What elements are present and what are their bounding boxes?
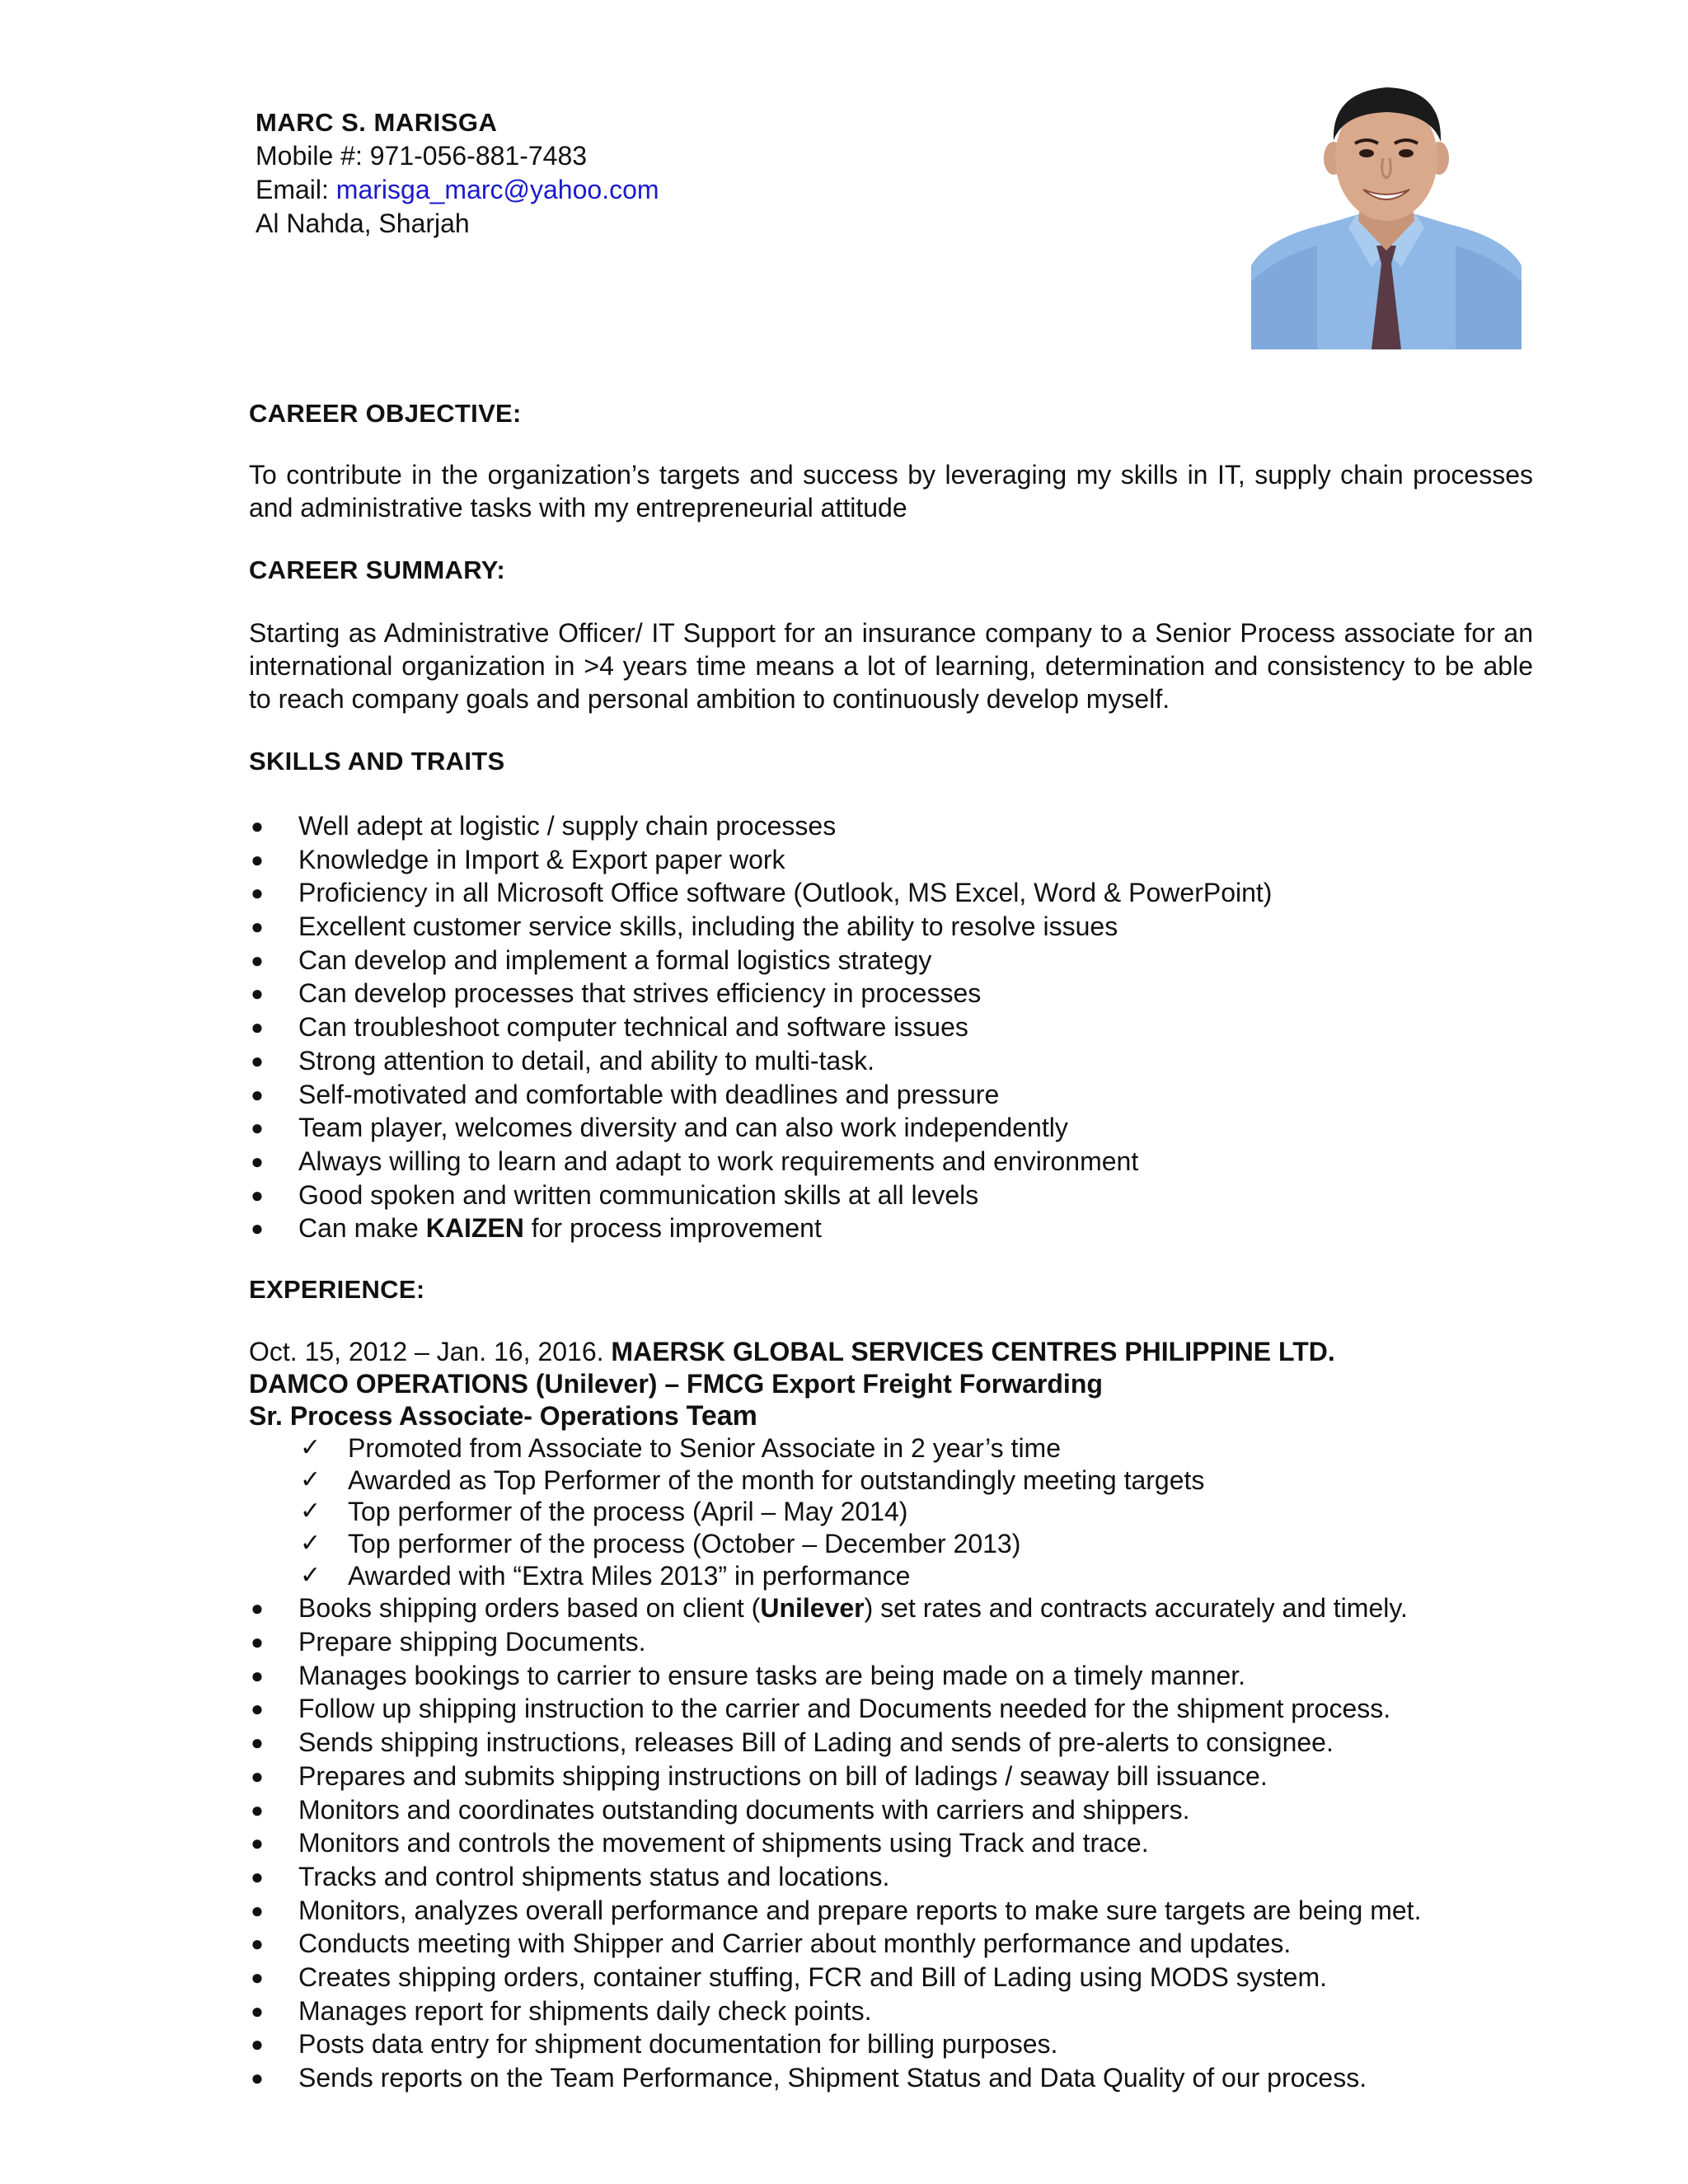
bullet-icon: ● — [251, 1763, 264, 1788]
bullet-icon: ● — [251, 1115, 264, 1141]
bullet-icon: ● — [251, 1897, 264, 1923]
role-title: Sr. Process Associate- Operations Team — [249, 1399, 757, 1432]
email-line — [256, 173, 659, 207]
profile-photo — [1251, 76, 1522, 349]
list-item: ● Can develop and implement a formal logistics strategy — [249, 944, 1533, 977]
role-team: Team — [686, 1399, 757, 1432]
bullet-icon: ● — [251, 1081, 264, 1107]
experience-dates: Oct. 15, 2012 – Jan. 16, 2016. — [249, 1336, 612, 1366]
bullet-icon: ● — [251, 1596, 264, 1621]
list-item: ● Manages report for shipments daily check points. — [249, 1994, 1533, 2028]
list-item: ● Follow up shipping instruction to the carrier and Documents needed for the shipment process. — [249, 1692, 1533, 1726]
kaizen-emphasis: KAIZEN — [425, 1213, 524, 1244]
bullet-icon: ● — [251, 914, 264, 940]
bullet-icon: ● — [251, 1182, 264, 1207]
list-item: ● Strong attention to detail, and ability to multi-task. — [249, 1044, 1533, 1078]
list-item: ✓ Awarded with “Extra Miles 2013” in performance — [300, 1560, 911, 1591]
bullet-icon: ● — [251, 1830, 264, 1856]
location: Al Nahda, Sharjah — [256, 209, 470, 238]
list-item: ● Manages bookings to carrier to ensure tasks are being made on a timely manner. — [249, 1659, 1533, 1693]
list-item: ● Monitors and coordinates outstanding documents with carriers and shippers. — [249, 1793, 1533, 1827]
candidate-name: MARC S. MARISGA — [256, 108, 498, 137]
skills-list — [249, 809, 1533, 1245]
achievements-list — [249, 1432, 1533, 1591]
resume-content — [249, 397, 1533, 2095]
list-item: ● Tracks and control shipments status and locations. — [249, 1860, 1533, 1894]
duties-list — [249, 1591, 1533, 2094]
list-item: ✓ Awarded as Top Performer of the month for outstandingly meeting targets — [300, 1465, 1205, 1495]
career-objective-text: To contribute in the organization’s targets and success by leveraging my skills in IT, supply chain processes and administrative tasks with my entrepreneurial attitude — [249, 460, 1533, 523]
career-summary-text: Starting as Administrative Officer/ IT Support for an insurance company to a Senior Process associate for an international organization in >4 years time means a lot of learning, determination and consistency to be able to reach company goals and personal ambition to continuously develop myself. — [249, 618, 1533, 714]
bullet-icon: ● — [251, 1964, 264, 1990]
list-item: ● Conducts meeting with Shipper and Carrier about monthly performance and updates. — [249, 1927, 1533, 1961]
bullet-icon: ● — [251, 1148, 264, 1174]
mobile-number: Mobile #: 971-056-881-7483 — [256, 141, 588, 171]
career-summary-heading: CAREER SUMMARY: — [249, 555, 506, 584]
skills-heading: SKILLS AND TRAITS — [249, 747, 505, 776]
checkmark-icon: ✓ — [300, 1497, 321, 1526]
list-item: ● Good spoken and written communication skills at all levels — [249, 1179, 1533, 1212]
client-name: Unilever — [760, 1593, 865, 1624]
list-item: ● Creates shipping orders, container stuffing, FCR and Bill of Lading using MODS system. — [249, 1961, 1533, 1994]
bullet-icon: ● — [251, 1662, 264, 1688]
checkmark-icon: ✓ — [300, 1465, 321, 1493]
bullet-icon: ● — [251, 880, 264, 906]
bullet-icon: ● — [251, 1015, 264, 1040]
list-item: ● Well adept at logistic / supply chain processes — [249, 809, 1533, 843]
experience-entry-header — [249, 1336, 1533, 1432]
list-item: ● Can develop processes that strives efficiency in processes — [249, 977, 1533, 1010]
list-item: ● Posts data entry for shipment documentation for billing purposes. — [249, 2027, 1533, 2061]
list-item: ● Sends shipping instructions, releases Bill of Lading and sends of pre-alerts to consignee. — [249, 1726, 1533, 1760]
list-item: ✓ Top performer of the process (April – May 2014) — [300, 1497, 908, 1527]
list-item: ● Prepare shipping Documents. — [249, 1625, 1533, 1659]
list-item: ● Prepares and submits shipping instructions on bill of ladings / seaway bill issuance. — [249, 1760, 1533, 1793]
email-label: Email: — [256, 175, 336, 204]
list-item: ● Sends reports on the Team Performance, Shipment Status and Data Quality of our process. — [249, 2061, 1533, 2095]
list-item: ● Self-motivated and comfortable with deadlines and pressure — [249, 1078, 1533, 1112]
bullet-icon: ● — [251, 1696, 264, 1722]
bullet-icon: ● — [251, 1863, 264, 1889]
list-item: ● Always willing to learn and adapt to work requirements and environment — [249, 1145, 1533, 1179]
career-objective-heading: CAREER OBJECTIVE: — [249, 399, 522, 428]
checkmark-icon: ✓ — [300, 1433, 321, 1461]
profile-photo-icon — [1251, 76, 1522, 349]
bullet-icon: ● — [251, 1931, 264, 1957]
contact-block — [256, 105, 659, 241]
bullet-icon: ● — [251, 981, 264, 1006]
list-item: ● Books shipping orders based on client (Unilever) set rates and contracts accurately and timely. — [249, 1591, 1533, 1625]
experience-heading: EXPERIENCE: — [249, 1274, 425, 1304]
bullet-icon: ● — [251, 1797, 264, 1822]
company-name: MAERSK GLOBAL SERVICES CENTRES PHILIPPINE LTD. — [611, 1336, 1335, 1366]
division-name: DAMCO OPERATIONS (Unilever) – FMCG Export Freight Forwarding — [249, 1368, 1103, 1399]
list-item: ● Monitors and controls the movement of shipments using Track and trace. — [249, 1826, 1533, 1860]
bullet-icon: ● — [251, 1216, 264, 1241]
bullet-icon: ● — [251, 2032, 264, 2057]
list-item: ● Monitors, analyzes overall performance and prepare reports to make sure targets are being met. — [249, 1894, 1533, 1928]
bullet-icon: ● — [251, 1629, 264, 1655]
bullet-icon: ● — [251, 1998, 264, 2023]
bullet-icon: ● — [251, 846, 264, 872]
experience-title-line — [249, 1336, 1533, 1368]
list-item: ● Proficiency in all Microsoft Office software (Outlook, MS Excel, Word & PowerPoint) — [249, 876, 1533, 910]
bullet-icon: ● — [251, 1730, 264, 1755]
list-item: ● Team player, welcomes diversity and can also work independently — [249, 1111, 1533, 1145]
checkmark-icon: ✓ — [300, 1561, 321, 1589]
list-item: ✓ Promoted from Associate to Senior Associate in 2 year’s time — [300, 1432, 1061, 1463]
bullet-icon: ● — [251, 2065, 264, 2090]
list-item: ● Can troubleshoot computer technical and software issues — [249, 1010, 1533, 1044]
list-item: ✓ Top performer of the process (October – December 2013) — [300, 1529, 1021, 1558]
list-item: ● Knowledge in Import & Export paper work — [249, 843, 1533, 877]
checkmark-icon: ✓ — [300, 1530, 321, 1557]
bullet-icon: ● — [251, 1047, 264, 1073]
list-item: ● Excellent customer service skills, including the ability to resolve issues — [249, 910, 1533, 944]
bullet-icon: ● — [251, 947, 264, 972]
list-item: ● Can make KAIZEN for process improvement — [249, 1212, 1533, 1245]
bullet-icon: ● — [251, 813, 264, 838]
email-link[interactable]: marisga_marc@yahoo.com — [335, 175, 659, 204]
